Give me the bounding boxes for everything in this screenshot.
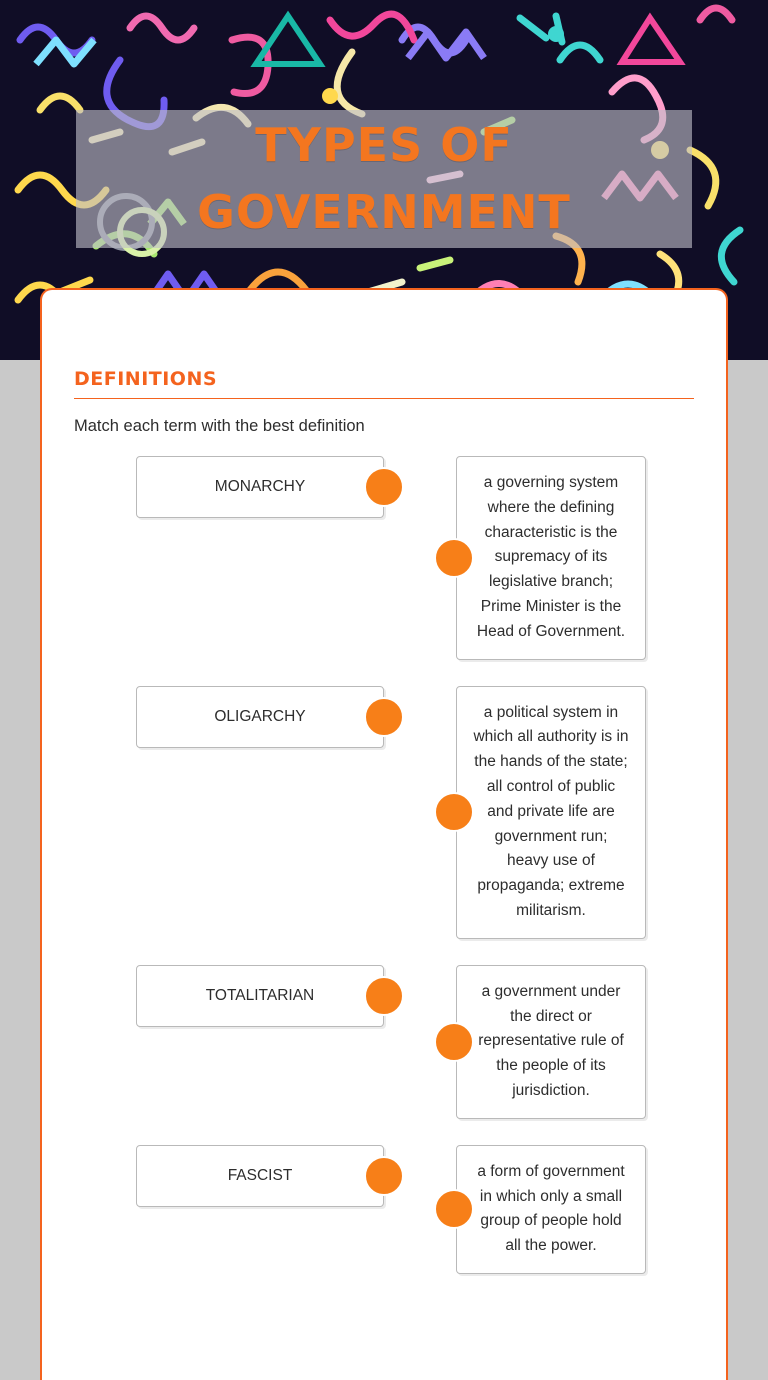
definition-box[interactable]: a government under the direct or representative rule of the people of its jurisdiction. <box>456 965 646 1119</box>
definition-box[interactable]: a governing system where the defining characteristic is the supremacy of its legislative branch; Prime Minister is the Head of Government. <box>456 456 646 660</box>
match-row <box>74 1145 694 1274</box>
definition-connector-dot[interactable] <box>434 538 474 578</box>
term-wrapper <box>136 686 384 748</box>
term-box[interactable]: OLIGARCHY <box>136 686 384 748</box>
term-connector-dot[interactable] <box>364 467 404 507</box>
term-box[interactable]: TOTALITARIAN <box>136 965 384 1027</box>
term-connector-dot[interactable] <box>364 976 404 1016</box>
matching-list <box>74 456 694 1274</box>
term-wrapper <box>136 965 384 1027</box>
definition-connector-dot[interactable] <box>434 1189 474 1229</box>
definition-box[interactable]: a form of government in which only a small group of people hold all the power. <box>456 1145 646 1274</box>
definition-wrapper <box>456 965 646 1119</box>
instructions-text: Match each term with the best definition <box>74 417 365 435</box>
definition-connector-dot[interactable] <box>434 1022 474 1062</box>
worksheet-card <box>40 288 728 1380</box>
term-wrapper <box>136 456 384 518</box>
term-box[interactable]: MONARCHY <box>136 456 384 518</box>
definition-box[interactable]: a political system in which all authority is in the hands of the state; all control of public and private life are government run; heavy use of propaganda; extreme militarism. <box>456 686 646 939</box>
term-connector-dot[interactable] <box>364 1156 404 1196</box>
match-row <box>74 965 694 1119</box>
term-connector-dot[interactable] <box>364 697 404 737</box>
section-divider <box>74 398 694 399</box>
page-title: TYPES OF GOVERNMENT <box>197 118 571 239</box>
term-wrapper <box>136 1145 384 1207</box>
definition-wrapper <box>456 686 646 939</box>
title-plate <box>76 110 692 248</box>
match-row <box>74 456 694 660</box>
definition-wrapper <box>456 1145 646 1274</box>
match-row <box>74 686 694 939</box>
term-box[interactable]: FASCIST <box>136 1145 384 1207</box>
definition-wrapper <box>456 456 646 660</box>
section-title: DEFINITIONS <box>74 368 218 390</box>
definition-connector-dot[interactable] <box>434 792 474 832</box>
